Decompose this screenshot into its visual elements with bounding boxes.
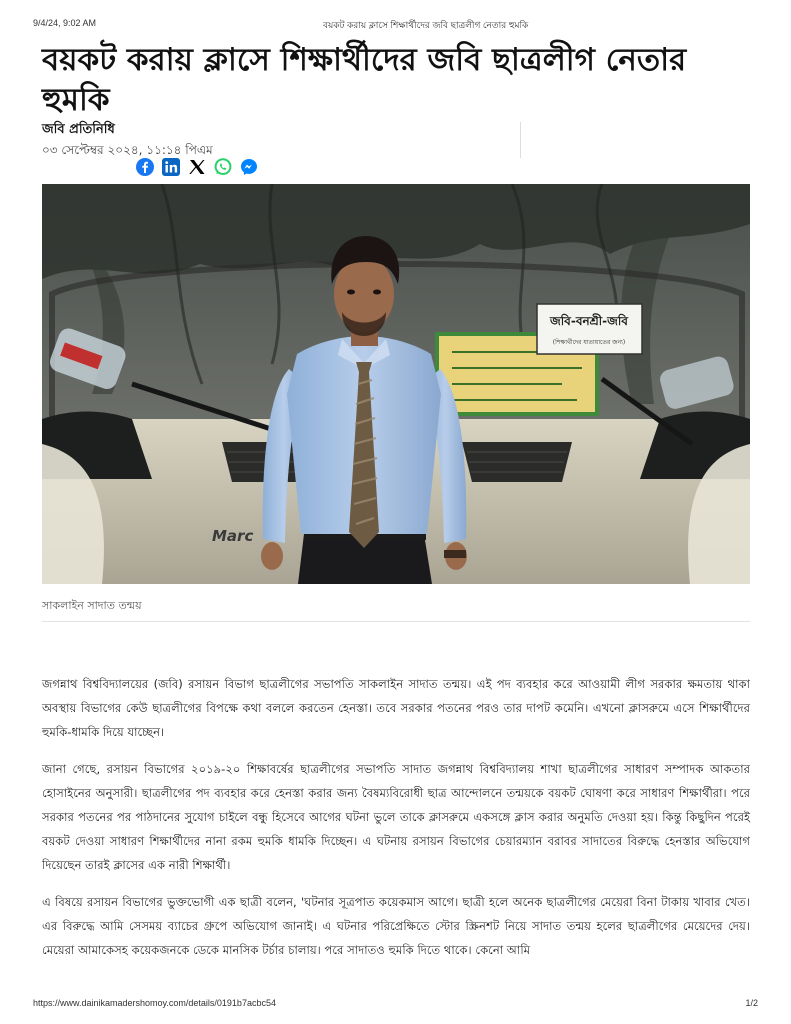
print-datetime: 9/4/24, 9:02 AM	[33, 18, 97, 28]
caption-divider	[42, 621, 750, 622]
article-paragraph-2: জানা গেছে, রসায়ন বিভাগের ২০১৯-২০ শিক্ষাবর্ষের ছাত্রলীগের সভাপতি সাদাত জগন্নাথ বিশ্ববিদ্যালয় শাখা ছাত্রলীগের সাধারণ সম্পাদক আকতার হোসাইনের অনুসারী। ছাত্রলীগের পদ ব্যবহার করে হেনস্তা করার জন্য বৈষম্যবিরোধী ছাত্র আন্দোলনে তন্ময়কে বয়কট ঘোষণা করে সাধারণ শিক্ষার্থীরা। পরে সরকার পতনের পর পাঠদানের সুযোগ চাইলে বন্ধু হিসেবে আগের ঘটনা ভুলে তাকে ক্লাসরুমে একসঙ্গে ক্লাস করার অনুমতি দেওয়া হয়। কিন্তু কিছুদিন পরেই বয়কট দেওয়া সাধারণ শিক্ষার্থীদের নানা রকম হুমকি ধামকি দিচ্ছেন। এ ঘটনায় রসায়ন বিভাগের চেয়ারম্যান বরাবর সাদাতের বিরুদ্ধে হেনস্তার অভিযোগ দিয়েছেন তারই ক্লাসের এক নারী শিক্ষার্থী।	[42, 762, 750, 872]
article-headline: বয়কট করায় ক্লাসে শিক্ষার্থীদের জবি ছাত্রলীগ নেতার হুমকি	[42, 42, 687, 118]
byline-divider	[520, 122, 521, 158]
article-photo	[42, 184, 750, 584]
page-number: 1/2	[745, 998, 758, 1008]
bus-route-subtext: (শিক্ষার্থীদের যাতায়াতের জন্য)	[552, 339, 626, 346]
linkedin-icon[interactable]	[161, 157, 181, 177]
author-name[interactable]: জবি প্রতিনিধি	[42, 122, 115, 137]
whatsapp-icon[interactable]	[213, 157, 233, 177]
photo-caption: সাকলাইন সাদাত তন্ময়	[42, 599, 142, 612]
article-body	[42, 672, 750, 975]
facebook-icon[interactable]	[135, 157, 155, 177]
messenger-icon[interactable]	[239, 157, 259, 177]
share-bar	[135, 157, 259, 177]
article-paragraph-1: জগন্নাথ বিশ্ববিদ্যালয়ের (জবি) রসায়ন বিভাগ ছাত্রলীগের সভাপতি সাকলাইন সাদাত তন্ময়। এই পদ ব্যবহার করে আওয়ামী লীগ সরকার ক্ষমতায় থাকা অবস্থায় বিভাগের কেউ ছাত্রলীগের বিপক্ষে কথা বললে করতেন হেনস্তা। তবে সরকার পতনের পরও তার দাপট কমেনি। এখনো ক্লাসরুমে এসে শিক্ষার্থীদের হুমকি-ধামকি দিয়ে যাচ্ছেন।	[42, 677, 750, 739]
publish-date: ০৩ সেপ্টেম্বর ২০২৪, ১১:১৪ পিএম	[42, 143, 213, 157]
bus-brand: Marc	[212, 527, 254, 545]
print-page-title: বয়কট করায় ক্লাসে শিক্ষার্থীদের জবি ছাত্রলীগ নেতার হুমকি	[323, 20, 529, 30]
print-url[interactable]: https://www.dainikamadershomoy.com/details/0191b7acbc54	[33, 998, 276, 1008]
byline	[42, 122, 522, 158]
print-header	[33, 18, 758, 32]
x-icon[interactable]	[187, 157, 207, 177]
bus-route-sign: জবি-বনশ্রী-জবি	[550, 314, 628, 328]
article-paragraph-3: এ বিষয়ে রসায়ন বিভাগের ভুক্তভোগী এক ছাত্রী বলেন, 'ঘটনার সূত্রপাত কয়েকমাস আগে। ছাত্রী হলে অনেক ছাত্রলীগের মেয়েরা বিনা টাকায় খাবার খেত। এর বিরুদ্ধে আমি সেসময় ব্যাচের গ্রুপে অভিযোগ জানাই। এ ঘটনার পরিপ্রেক্ষিতে স্টোর স্ক্রিনশট নিয়ে সাদাত তন্ময় হলের ছাত্রলীগের মেয়েদের দেয়। মেয়েরা আমাকেসহ কয়েকজনকে ডেকে মানসিক টর্চার চালায়। পরে সাদাতও হুমকি দিতে থাকে। কেনো আমি	[42, 895, 750, 957]
